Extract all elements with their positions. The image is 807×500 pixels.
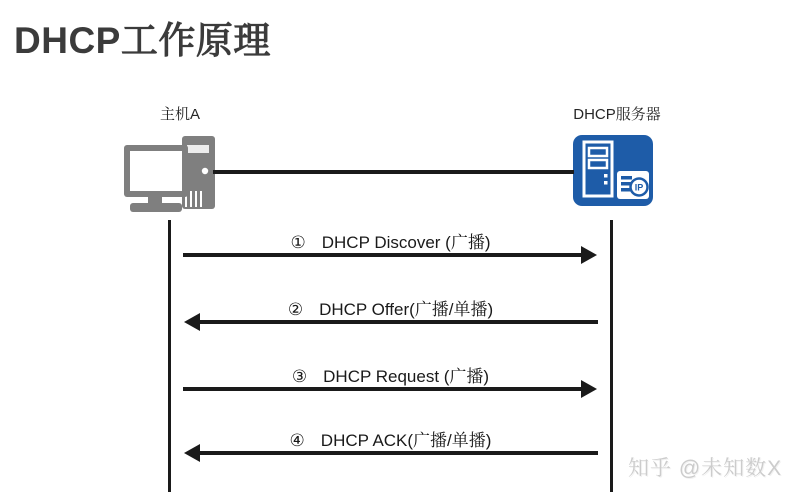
- ip-badge-text: IP: [634, 182, 644, 193]
- dhcp-server-label: DHCP服务器: [573, 106, 661, 123]
- host-lifeline: [168, 220, 171, 492]
- message-arrow-request: [183, 387, 582, 391]
- message-number-1: ①: [290, 233, 306, 252]
- message-arrow-ack: [199, 451, 598, 455]
- message-number-3: ③: [291, 367, 308, 386]
- dhcp-server-icon: [573, 135, 653, 211]
- message-number-4: ④: [289, 431, 305, 450]
- message-label-discover: [183, 228, 598, 253]
- message-text-1: DHCP Discover (广播): [321, 233, 491, 252]
- message-text-4: DHCP ACK(广播/单播): [320, 431, 492, 450]
- message-text-2: DHCP Offer(广播/单播): [319, 300, 494, 319]
- message-label-ack: [183, 426, 598, 451]
- message-arrow-discover: [183, 253, 582, 257]
- network-link-line: [213, 170, 574, 174]
- message-arrow-offer: [199, 320, 598, 324]
- page-title: DHCP工作原理: [14, 20, 271, 61]
- desktop-computer-icon: [122, 135, 218, 218]
- message-text-3: DHCP Request (广播): [323, 367, 490, 386]
- host-a-label: 主机A: [159, 106, 200, 123]
- message-label-request: [183, 362, 598, 387]
- zhihu-watermark: 知乎 @未知数X: [628, 457, 783, 480]
- server-lifeline: [610, 220, 613, 492]
- message-label-offer: [183, 295, 598, 320]
- message-number-2: ②: [287, 300, 304, 319]
